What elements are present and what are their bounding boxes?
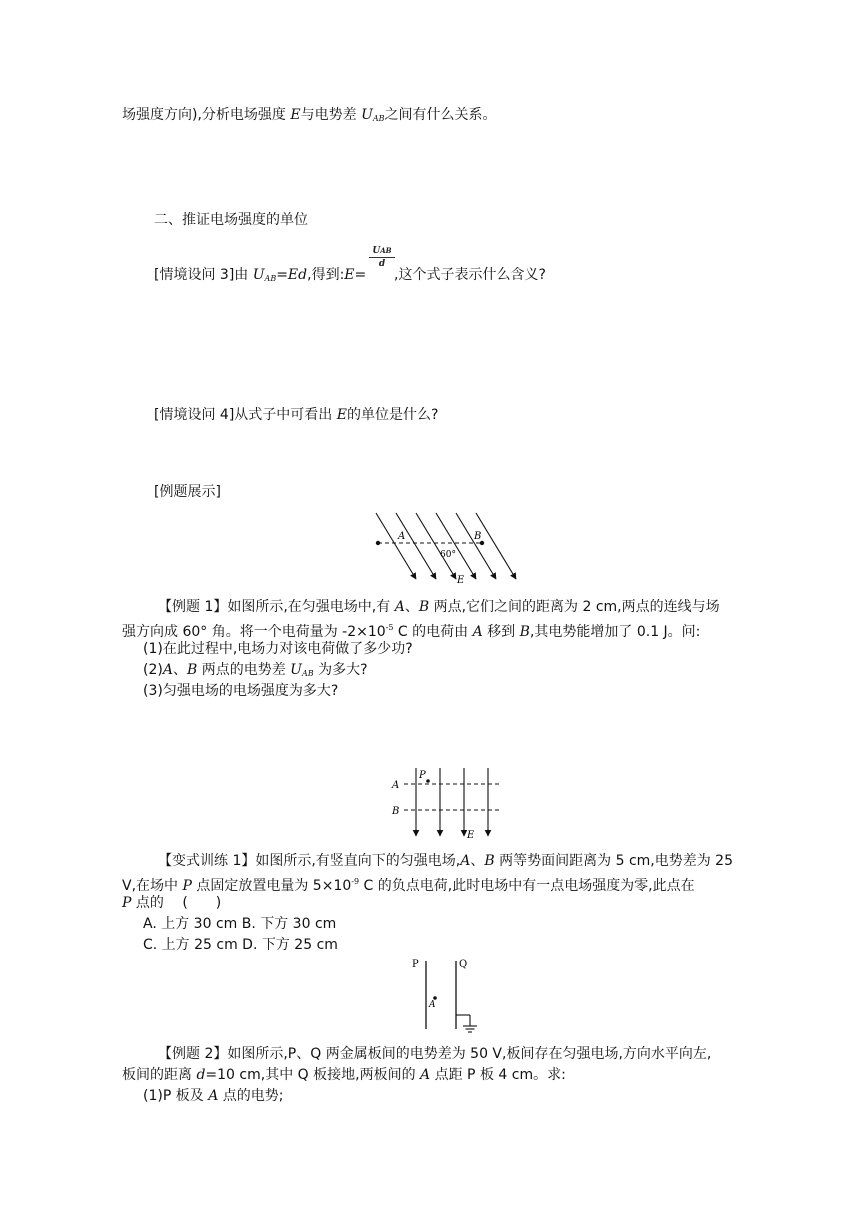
ex2-text-2: 板间的距离 — [122, 1067, 197, 1083]
symbol-a: A — [472, 624, 483, 640]
drill-text-2: 两等势面间距离为 5 cm,电势差为 25 — [494, 853, 733, 869]
drill-1-line-3 — [122, 893, 221, 913]
drill-text-6: 点的 ( ) — [131, 895, 222, 911]
field-line-1 — [376, 513, 416, 579]
q3-label: [情境设问 3]由 — [154, 267, 253, 283]
field-line-2 — [396, 513, 436, 579]
example-1-q3 — [143, 681, 338, 701]
exponent: -9 — [351, 877, 360, 886]
label-b: B — [392, 806, 400, 817]
ex2-text-3: =10 cm,其中 Q 板接地,两板间的 — [205, 1067, 421, 1083]
drill-1-options-ab — [143, 914, 336, 934]
intro-line — [122, 105, 497, 129]
q3-text: ,得到: — [307, 267, 345, 283]
angle-label: 60° — [440, 550, 456, 560]
ex1-text-3: 强方向成 60° 角。将一个电荷量为 -2×10 — [122, 624, 386, 640]
example-1-line-1 — [158, 597, 720, 617]
symbol-u: U — [252, 267, 265, 283]
exponent: -5 — [385, 623, 394, 632]
point-a-label: A — [429, 1000, 436, 1010]
ex1-q1-text: (1)在此过程中,电场力对该电荷做了多少功? — [143, 641, 413, 657]
symbol-p: P — [122, 895, 132, 911]
example-2-q1 — [143, 1086, 283, 1106]
separator: 、 — [404, 599, 419, 615]
ex1-text-4: C 的电荷由 — [393, 624, 473, 640]
ex1-q2-text: 两点的电势差 — [197, 662, 291, 678]
ex2-text-1: 【例题 2】如图所示,P、Q 两金属板间的电势差为 50 V,板间存在匀强电场,方向水平向左, — [158, 1046, 712, 1062]
intro-text-1: 场强度方向),分析电场强度 — [122, 107, 291, 123]
ex1-text-2: 两点,它们之间的距离为 2 cm,两点的连线与场 — [429, 599, 720, 615]
symbol-a: A — [394, 599, 405, 615]
symbol-e: E — [344, 267, 355, 283]
symbol-b: B — [186, 662, 198, 678]
point-a-label: A — [398, 531, 406, 542]
options-c-d: C. 上方 25 cm D. 下方 25 cm — [143, 937, 338, 953]
symbol-a: A — [420, 1067, 431, 1083]
example-header-text: [例题展示] — [154, 484, 221, 500]
ex1-text-5: 移到 — [482, 624, 520, 640]
example-2-line-2 — [122, 1065, 566, 1085]
symbol-a: A — [460, 853, 471, 869]
separator: 、 — [172, 662, 187, 678]
symbol-b: B — [519, 624, 530, 640]
equals-sign: = — [354, 267, 367, 283]
intro-text-3: 之间有什么关系。 — [384, 107, 497, 123]
symbol-b: B — [418, 599, 430, 615]
example-2-line-1 — [158, 1044, 711, 1064]
ex1-q2-num: (2) — [143, 662, 163, 678]
q4-text: 的单位是什么? — [346, 407, 439, 423]
fraction-denominator: d — [378, 259, 386, 269]
options-a-b: A. 上方 30 cm B. 下方 30 cm — [143, 916, 337, 932]
drill-text-4: 点固定放置电量为 5×10 — [191, 878, 352, 894]
label-p: P — [419, 770, 426, 781]
drill-1-line-1 — [158, 851, 733, 871]
ex2-text-4: 点距 P 板 4 cm。求: — [430, 1067, 566, 1083]
label-a: A — [392, 780, 400, 791]
separator: 、 — [470, 853, 485, 869]
question-3 — [154, 265, 366, 289]
ex1-q3-text: (3)匀强电场的电场强度为多大? — [143, 683, 339, 699]
field-line-5 — [456, 513, 496, 579]
point-a-dot — [376, 541, 380, 545]
numerator-u: U — [372, 246, 381, 256]
question-4 — [154, 405, 438, 425]
example-header — [154, 482, 221, 502]
section-title — [154, 210, 308, 230]
ex2-q1-text: (1)P 板及 — [143, 1088, 209, 1104]
fraction-u-over-d — [369, 245, 395, 270]
point-b-label: B — [474, 531, 482, 542]
subscript-ab: AB — [372, 114, 385, 123]
field-line-6 — [476, 513, 516, 579]
ex2-q1-tail: 点的电势; — [218, 1088, 284, 1104]
symbol-p: P — [182, 878, 192, 894]
drill-text-1: 【变式训练 1】如图所示,有竖直向下的匀强电场, — [158, 853, 461, 869]
field-e-label: E — [457, 575, 465, 586]
ex1-q2-tail: 为多大? — [313, 662, 368, 678]
formula-ed: =Ed — [276, 267, 308, 283]
section-title-text: 二、推证电场强度的单位 — [154, 212, 308, 228]
symbol-a: A — [208, 1088, 219, 1104]
plate-p-label: P — [412, 959, 419, 970]
fraction-numerator — [369, 245, 395, 258]
symbol-e: E — [290, 107, 301, 123]
q4-label: [情境设问 4]从式子中可看出 — [154, 407, 337, 423]
figure-1-oblique-field — [372, 510, 532, 588]
symbol-b: B — [484, 853, 495, 869]
numerator-sub: AB — [380, 246, 392, 255]
ground-symbol — [456, 1015, 477, 1032]
symbol-a: A — [162, 662, 173, 678]
drill-1-options-cd — [143, 935, 338, 955]
ex1-text-1: 【例题 1】如图所示,在匀强电场中,有 — [158, 599, 395, 615]
question-3-tail — [394, 265, 546, 285]
drill-text-3: V,在场中 — [122, 878, 183, 894]
symbol-e: E — [336, 407, 347, 423]
field-e-label: E — [467, 830, 475, 841]
drill-text-5: C 的负点电荷,此时电场中有一点电场强度为零,此点在 — [359, 878, 695, 894]
subscript-ab: AB — [301, 669, 314, 678]
example-1-q1 — [143, 639, 413, 659]
figure-2-vertical-field — [388, 765, 508, 845]
point-p-dot — [426, 779, 430, 783]
subscript-ab: AB — [264, 274, 277, 283]
symbol-u: U — [290, 662, 302, 678]
field-line-4 — [436, 513, 476, 579]
intro-text-2: 与电势差 — [300, 107, 362, 123]
symbol-d: d — [196, 1067, 206, 1083]
ex1-text-6: ,其电势能增加了 0.1 J。问: — [529, 624, 701, 640]
q3-tail-text: ,这个式子表示什么含义? — [394, 267, 546, 283]
symbol-u: U — [361, 107, 373, 123]
figure-3-parallel-plates — [408, 955, 488, 1035]
plate-q-label: Q — [459, 959, 468, 970]
field-line-3 — [416, 513, 456, 579]
